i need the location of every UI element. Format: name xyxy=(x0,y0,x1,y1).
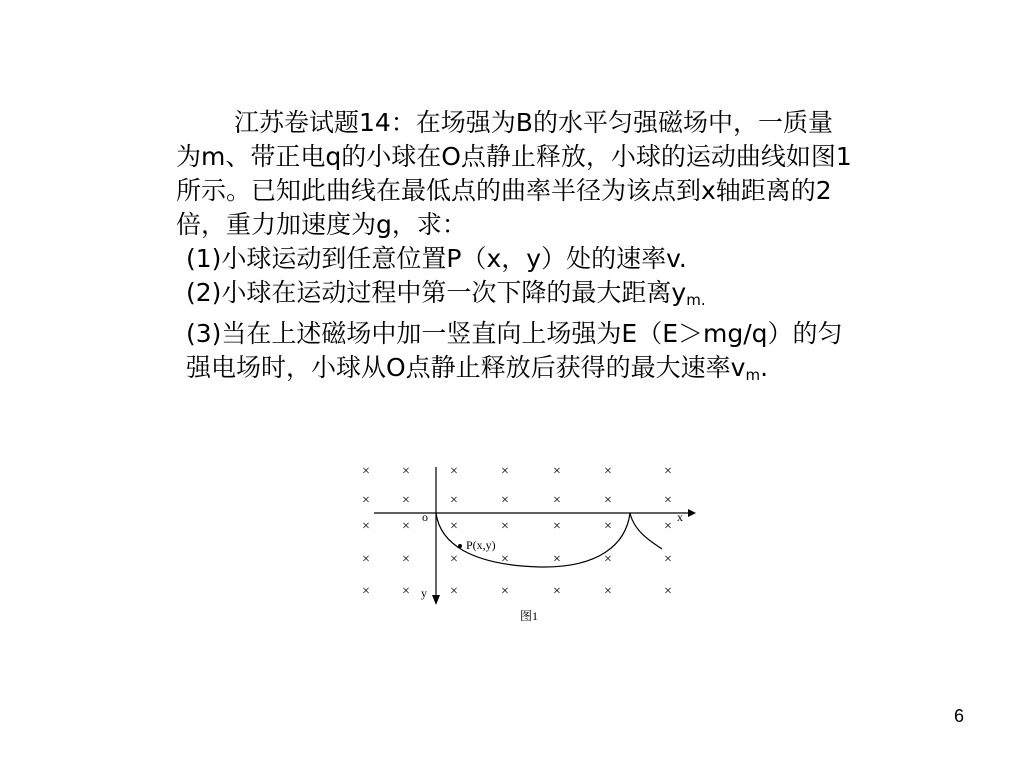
field-mark: × xyxy=(450,584,458,599)
field-mark: × xyxy=(604,584,612,599)
field-mark: × xyxy=(501,493,509,508)
field-mark: × xyxy=(501,584,509,599)
field-mark: × xyxy=(450,519,458,534)
field-mark: × xyxy=(604,519,612,534)
field-mark: × xyxy=(553,464,561,479)
field-mark: × xyxy=(362,493,370,508)
field-mark: × xyxy=(402,493,410,508)
field-mark: × xyxy=(450,552,458,567)
field-mark: × xyxy=(553,519,561,534)
field-mark: × xyxy=(402,464,410,479)
field-mark: × xyxy=(664,519,672,534)
field-mark: × xyxy=(604,552,612,567)
field-mark: × xyxy=(402,584,410,599)
point-p-label: P(x,y) xyxy=(466,538,496,552)
field-mark: × xyxy=(553,493,561,508)
problem-text xyxy=(176,106,856,392)
question-3 xyxy=(176,317,856,392)
field-mark: × xyxy=(664,552,672,567)
field-marks xyxy=(362,464,672,599)
y-axis-arrow-icon xyxy=(432,595,440,605)
figure-1 xyxy=(350,455,720,635)
problem-intro: 江苏卷试题14：在场强为B的水平匀强磁场中，一质量为m、带正电q的小球在O点静止释放，小球的运动曲线如图1所示。已知此曲线在最低点的曲率半径为该点到x轴距离的2倍，重力加速度为g，求： xyxy=(176,108,852,239)
x-axis-arrow-icon xyxy=(688,509,696,517)
field-mark: × xyxy=(402,552,410,567)
field-mark: × xyxy=(664,584,672,599)
field-mark: × xyxy=(604,493,612,508)
field-mark: × xyxy=(501,464,509,479)
field-mark: × xyxy=(553,552,561,567)
question-3-end: . xyxy=(760,353,769,382)
page-number: 6 xyxy=(953,706,964,726)
question-3-text: (3)当在上述磁场中加一竖直向上场强为E（E＞mg/q）的匀强电场时，小球从O点静止释放后获得的最大速率v xyxy=(186,319,843,382)
field-mark: × xyxy=(362,584,370,599)
question-2-subscript: m. xyxy=(686,291,706,309)
question-2 xyxy=(176,276,856,317)
field-mark: × xyxy=(664,464,672,479)
question-1: (1)小球运动到任意位置P（x，y）处的速率v. xyxy=(186,244,687,273)
field-mark: × xyxy=(362,552,370,567)
field-mark: × xyxy=(501,519,509,534)
field-mark: × xyxy=(501,552,509,567)
field-mark: × xyxy=(664,493,672,508)
field-mark: × xyxy=(450,464,458,479)
point-p xyxy=(458,544,462,548)
y-axis-label: y xyxy=(421,586,427,600)
x-axis-label: x xyxy=(677,510,683,524)
question-2-text: (2)小球在运动过程中第一次下降的最大距离y xyxy=(186,278,687,307)
field-mark: × xyxy=(402,519,410,534)
origin-label: o xyxy=(422,510,428,524)
figure-caption: 图1 xyxy=(519,609,539,623)
field-mark: × xyxy=(553,584,561,599)
question-3-subscript: m xyxy=(745,366,761,384)
trajectory-continuation xyxy=(630,513,662,549)
field-mark: × xyxy=(604,464,612,479)
magnetic-field-diagram xyxy=(350,455,720,635)
field-mark: × xyxy=(362,519,370,534)
field-mark: × xyxy=(450,493,458,508)
field-mark: × xyxy=(362,464,370,479)
